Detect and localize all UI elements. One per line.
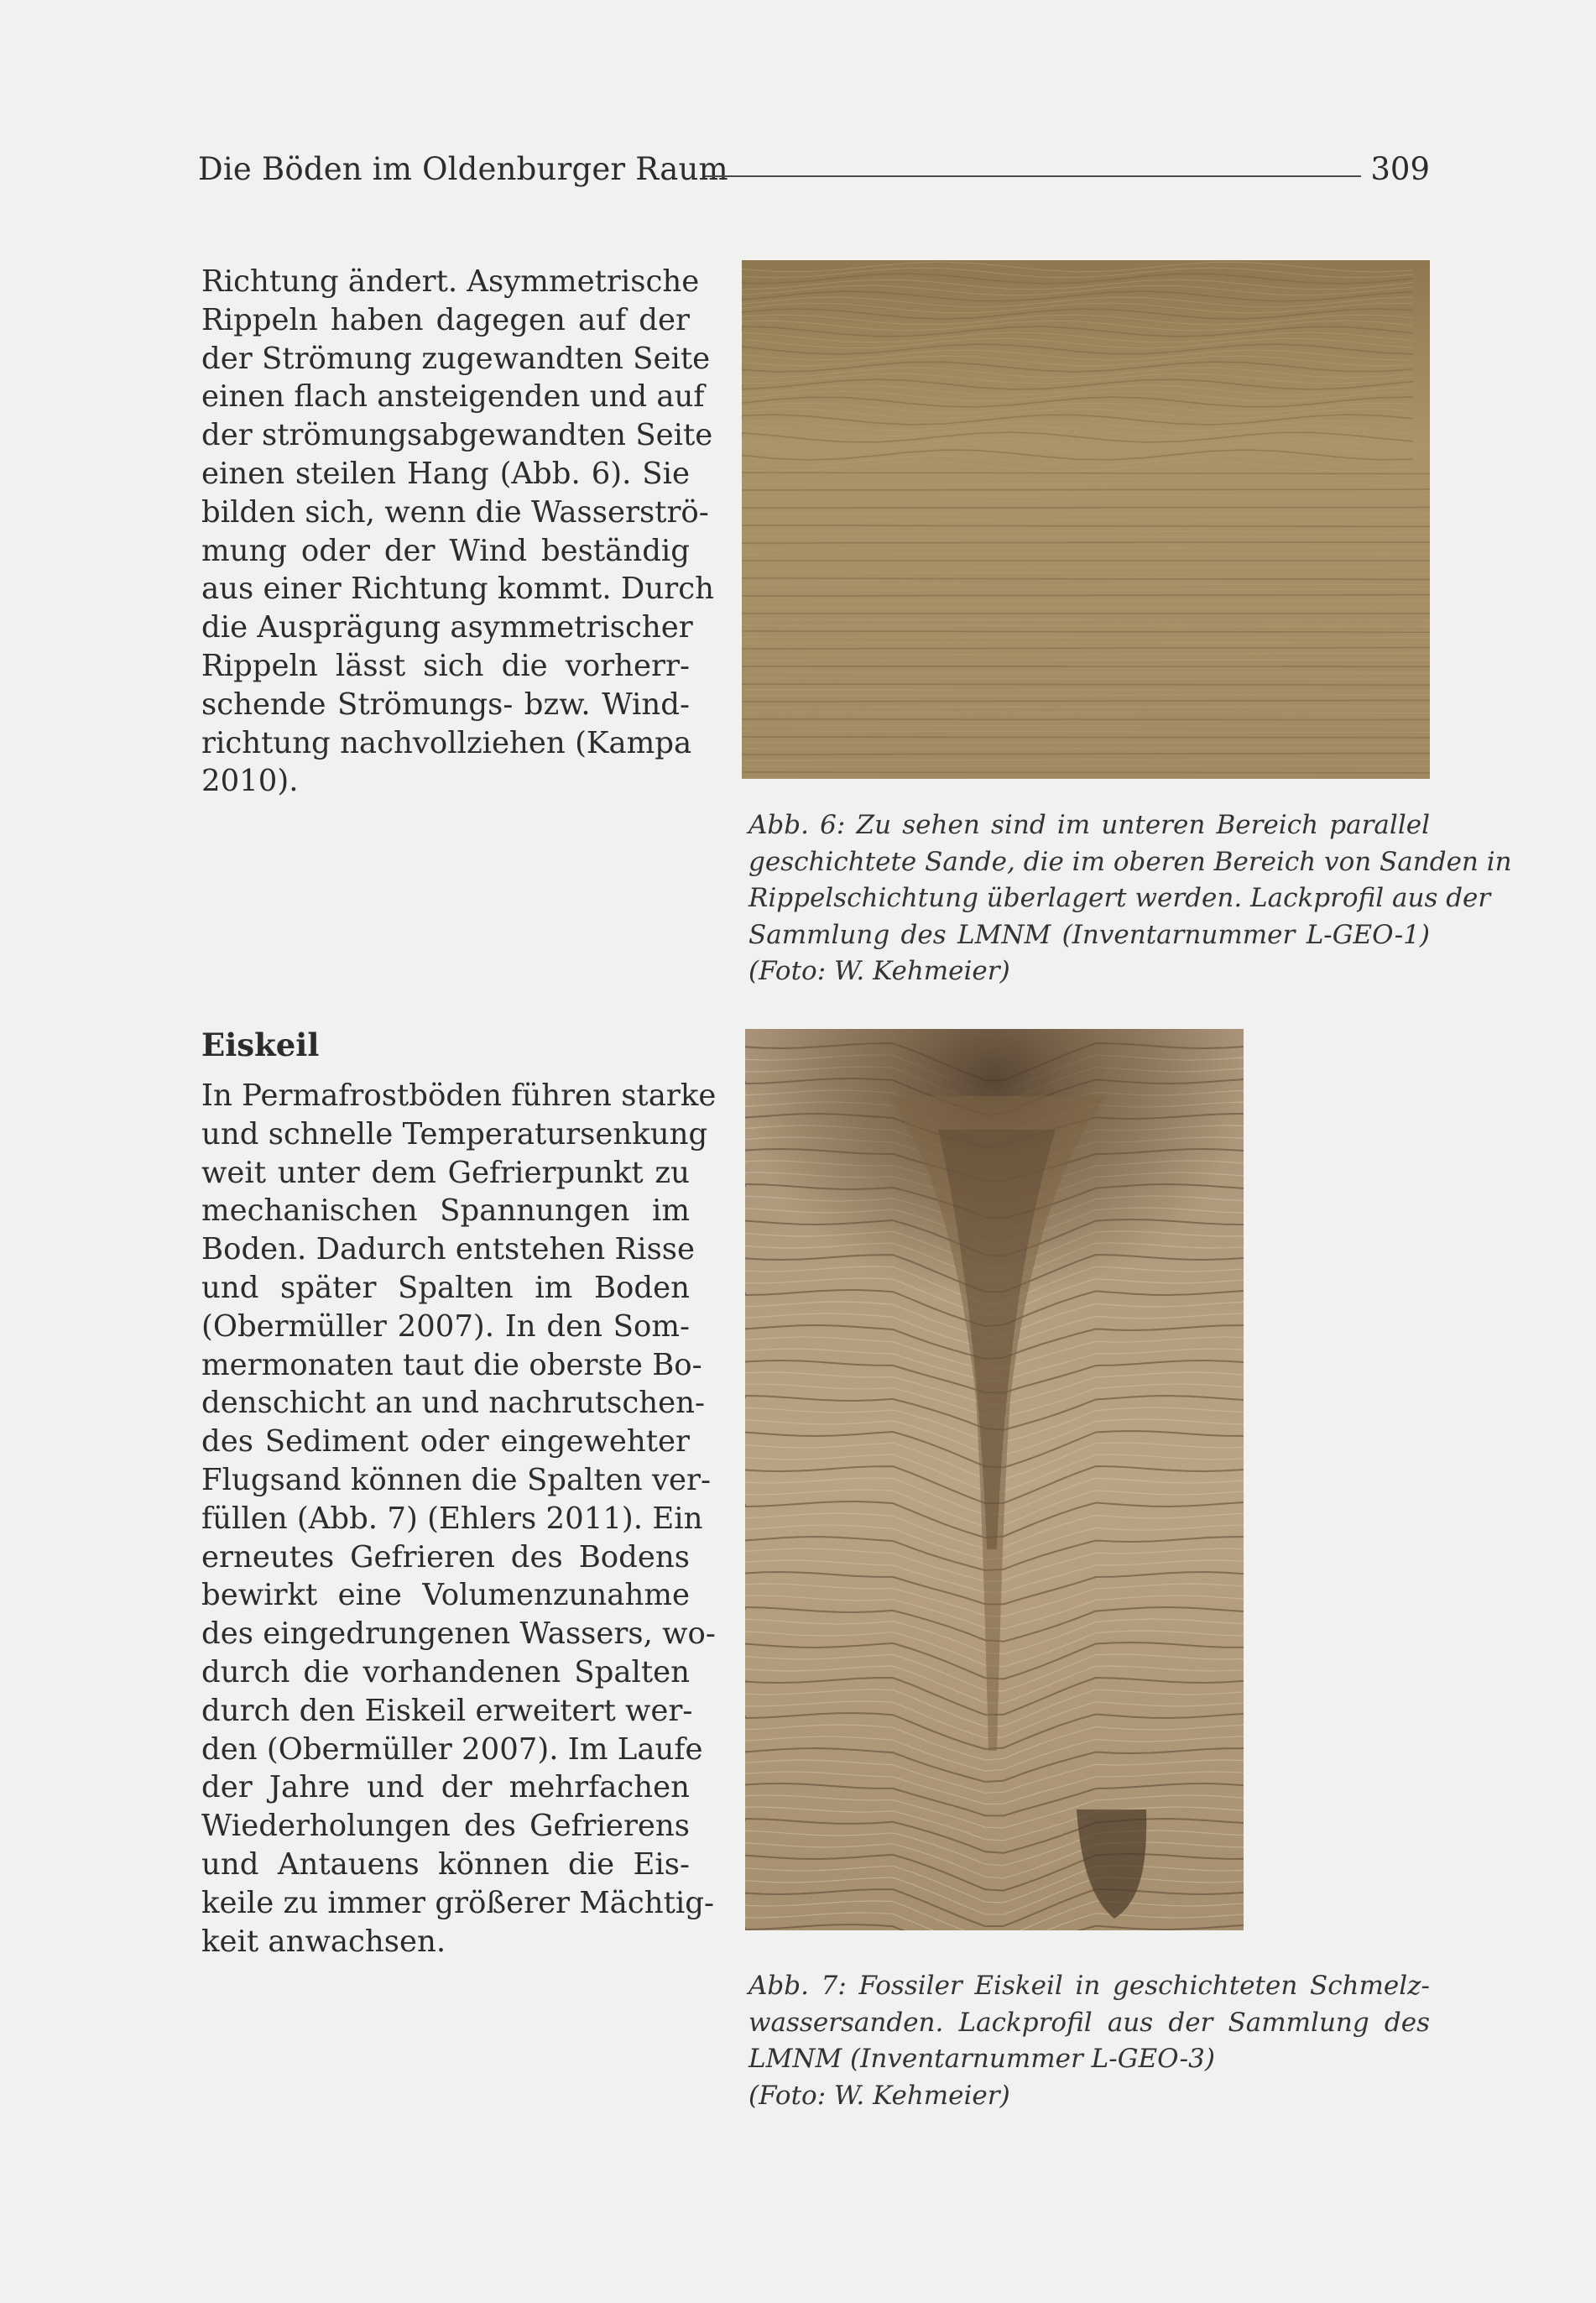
text-line: denschicht an und nachrutschen- (201, 1386, 705, 1421)
text-line: schende Strömungs- bzw. Wind- (201, 687, 690, 722)
text-line: mermonaten taut die oberste Bo- (201, 1347, 702, 1382)
text-line: bilden sich, wenn die Wasserströ- (201, 494, 709, 530)
running-title: Die Böden im Oldenburger Raum (198, 151, 728, 187)
figure-6-caption (748, 807, 1512, 990)
text-line: erneutes Gefrieren des Bodens (201, 1539, 690, 1574)
figure-6-photo (742, 260, 1430, 779)
running-header (198, 151, 1430, 201)
caption-line: LMNM (Inventarnummer L-GEO-3) (748, 2044, 1215, 2074)
text-line: der Strömung zugewandten Seite (201, 341, 711, 376)
text-line: und später Spalten im Boden (201, 1270, 690, 1305)
text-line: des Sediment oder eingewehter (201, 1424, 690, 1460)
figure-7-caption (748, 1968, 1430, 2114)
figure-7-photo (745, 1029, 1244, 1930)
text-line: keit anwachsen. (201, 1924, 446, 1959)
text-line: und schnelle Temperatursenkung (201, 1116, 708, 1152)
text-line: Rippeln haben dagegen auf der (201, 302, 690, 337)
text-line: die Ausprägung asymmetrischer (201, 610, 693, 645)
text-line: Boden. Dadurch entstehen Risse (201, 1232, 696, 1267)
text-line: einen steilen Hang (Abb. 6). Sie (201, 456, 690, 491)
caption-line: geschichtete Sande, die im oberen Bereich von Sanden in (748, 846, 1512, 877)
text-line: Wiederholungen des Gefrierens (201, 1809, 690, 1844)
text-line: Flugsand können die Spalten ver- (201, 1462, 711, 1497)
text-line: bewirkt eine Volumenzunahme (201, 1578, 690, 1613)
text-line: durch die vorhandenen Spalten (201, 1654, 690, 1689)
text-line: des eingedrungenen Wassers, wo- (201, 1616, 716, 1652)
figure-7-image (745, 1029, 1244, 1930)
paragraph-eiskeil (201, 1077, 717, 1961)
text-line: 2010). (201, 764, 299, 799)
text-line: durch den Eiskeil erweitert wer- (201, 1693, 693, 1728)
text-line: mechanischen Spannungen im (201, 1193, 690, 1229)
section-heading: Eiskeil (201, 1026, 320, 1063)
text-line: und Antauens können die Eis- (201, 1846, 690, 1882)
caption-line: Abb. 7: Fossiler Eiskeil in geschichteten Schmelz- (748, 1971, 1430, 2001)
text-line: Rippeln lässt sich die vorherr- (201, 648, 690, 683)
text-line: keile zu immer größerer Mächtig- (201, 1885, 714, 1920)
text-line: den (Obermüller 2007). Im Laufe (201, 1731, 703, 1767)
paragraph-ripples (201, 263, 714, 801)
text-line: der strömungsabgewandten Seite (201, 418, 713, 453)
header-rule (705, 175, 1361, 177)
caption-line: Sammlung des LMNM (Inventarnummer L-GEO-1) (748, 919, 1430, 950)
text-line: richtung nachvollziehen (Kampa (201, 725, 692, 760)
text-line: mung oder der Wind beständig (201, 533, 690, 568)
figure-6-image (742, 260, 1430, 779)
text-line: Richtung ändert. Asymmetrische (201, 264, 700, 299)
caption-line: (Foto: W. Kehmeier) (748, 956, 1010, 986)
caption-line: Abb. 6: Zu sehen sind im unteren Bereich parallel (748, 810, 1430, 840)
text-line: einen flach ansteigenden und auf (201, 379, 705, 415)
text-line: der Jahre und der mehrfachen (201, 1770, 690, 1805)
caption-line: (Foto: W. Kehmeier) (748, 2080, 1010, 2111)
text-line: In Permafrostböden führen starke (201, 1078, 717, 1113)
page-number: 309 (1370, 151, 1430, 187)
text-line: füllen (Abb. 7) (Ehlers 2011). Ein (201, 1501, 703, 1536)
caption-line: wassersanden. Lackprofil aus der Sammlung des (748, 2007, 1430, 2038)
caption-line: Rippelschichtung überlagert werden. Lackprofil aus der (748, 883, 1491, 913)
text-line: weit unter dem Gefrierpunkt zu (201, 1155, 690, 1190)
text-line: (Obermüller 2007). In den Som- (201, 1308, 690, 1344)
text-line: aus einer Richtung kommt. Durch (201, 572, 714, 607)
